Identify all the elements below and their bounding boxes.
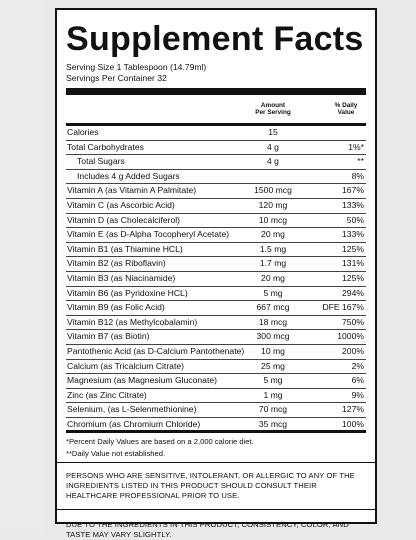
amount-header-line2: Per Serving [255,109,291,116]
nutrient-row [66,199,366,214]
nutrient-amount: 300 mcg [256,331,290,342]
nutrient-amount: 1500 mcg [254,185,292,196]
nutrient-amount: 10 mg [261,345,285,356]
supplement-facts-label [55,8,377,539]
nutrient-daily-value: 6% [351,375,364,386]
nutrient-row [66,389,366,404]
nutrient-name: Magnesium (as Magnesium Gluconate) [67,375,217,386]
nutrient-name: Vitamin C (as Ascorbic Acid) [67,199,175,210]
nutrient-name: Vitamin B7 (as Biotin) [67,331,150,342]
thick-divider [66,88,366,95]
nutrient-amount: 25 mg [261,360,285,371]
nutrient-daily-value: 133% [342,199,364,210]
nutrient-row [66,403,366,418]
nutrient-name: Vitamin B12 (as Methylcobalamin) [67,316,198,327]
nutrient-row [66,345,366,360]
nutrient-amount: 1 mg [263,389,283,400]
nutrient-name: Includes 4 g Added Sugars [77,170,180,181]
nutrient-row [66,374,366,389]
nutrient-name: Vitamin E (as D-Alpha Tocopheryl Acetate) [67,229,230,240]
nutrient-row [66,228,366,243]
nutrient-name: Vitamin B9 (as Folic Acid) [67,302,165,313]
nutrient-amount: 5 mg [263,287,283,298]
nutrient-daily-value: 1000% [337,331,364,342]
left-edge-strip [0,0,44,532]
nutrient-daily-value: 125% [342,272,364,283]
nutrient-row [66,360,366,375]
footnote-not-established: **Daily Value not established. [66,448,166,458]
nutrient-name: Calcium (as Tricalcium Citrate) [67,360,184,371]
nutrient-name: Pantothenic Acid (as D-Calcium Pantothenate) [67,345,245,356]
nutrient-table [66,126,366,433]
nutrient-amount: 20 mg [261,229,285,240]
nutrient-row [66,170,366,185]
nutrient-daily-value: 50% [346,214,364,225]
nutrient-amount: 10 mcg [258,214,288,225]
nutrient-amount: 35 mcg [258,418,288,429]
nutrient-amount: 5 mg [263,375,283,386]
nutrient-name: Vitamin B3 (as Niacinamide) [67,272,176,283]
nutrient-amount: 120 mg [258,199,288,210]
nutrient-name: Vitamin B2 (as Riboflavin) [67,258,166,269]
nutrient-amount: 667 mcg [256,302,290,313]
nutrient-amount: 4 g [267,141,279,152]
nutrient-amount: 1.7 mg [259,258,287,269]
nutrient-row [66,301,366,316]
nutrient-daily-value: 125% [342,243,364,254]
nutrient-daily-value: 9% [351,389,364,400]
nutrient-daily-value: 750% [342,316,364,327]
nutrient-daily-value: 100% [342,418,364,429]
nutrient-name: Zinc (as Zinc Citrate) [67,389,147,400]
nutrient-amount: 15 [268,127,278,137]
nutrient-daily-value: DFE 167% [322,302,364,313]
nutrient-row [66,243,366,258]
nutrient-daily-value: 200% [342,345,364,356]
daily-value-header-line2: Value [337,109,355,116]
nutrient-name: Vitamin D (as Cholecalciferol) [67,214,181,225]
nutrient-amount: 18 mcg [258,316,288,327]
daily-value-header [326,102,366,116]
nutrient-amount: 20 mg [261,272,285,283]
footnote-divider [57,462,375,463]
nutrient-row [66,214,366,229]
nutrient-row [66,287,366,302]
amount-header-line1: Amount [260,102,286,109]
nutrient-row [66,418,366,434]
nutrient-daily-value: 8% [351,170,364,181]
footnote-daily-values: *Percent Daily Values are based on a 2,000 calorie diet. [66,437,254,447]
nutrient-name: Total Sugars [77,156,125,167]
nutrient-name: Selenium, (as L-Selenmethionine) [67,404,197,415]
nutrient-daily-value: 2% [351,360,364,371]
nutrient-row [66,184,366,199]
nutrient-row [66,257,366,272]
nutrient-amount: 70 mcg [258,404,288,415]
servings-per-container: Servings Per Container 32 [66,73,167,83]
nutrient-row [66,316,366,331]
daily-value-header-line1: % Daily [334,102,358,109]
nutrient-name: Vitamin A (as Vitamin A Palmitate) [67,185,197,196]
nutrient-row [66,330,366,345]
nutrient-daily-value: 1%* [348,141,364,152]
nutrient-name: Total Carbohydrates [67,141,144,152]
nutrient-name: Chromium (as Chromium Chloride) [67,418,201,429]
nutrient-daily-value: ** [357,156,364,167]
nutrient-daily-value: 131% [342,258,364,269]
label-title: Supplement Facts [66,20,364,58]
nutrient-row [66,126,366,141]
allergy-warning: PERSONS WHO ARE SENSITIVE, INTOLERANT, OR ALLERGIC TO ANY OF THE INGREDIENTS LISTED IN THIS PRODUCT SHOULD CONSULT THEIR HEALTHCARE PROFESSIONAL PRIOR TO USE. [66,470,355,500]
nutrient-daily-value: 133% [342,229,364,240]
serving-size: Serving Size 1 Tablespoon (14.79ml) [66,62,207,72]
nutrient-amount: 1.5 mg [259,243,287,254]
nutrient-name: Vitamin B6 (as Pyridoxine HCL) [67,287,188,298]
nutrient-daily-value: 167% [342,185,364,196]
nutrient-amount: 4 g [267,156,279,167]
nutrient-daily-value: 127% [342,404,364,415]
nutrient-daily-value: 294% [342,287,364,298]
nutrient-row [66,141,366,156]
variation-note: DUE TO THE INGREDIENTS IN THIS PRODUCT, CONSISTENCY, COLOR, AND TASTE MAY VARY SLIGHTLY. [66,519,349,539]
column-header-row [66,97,366,123]
amount-header [238,102,308,116]
nutrient-row [66,155,366,170]
nutrient-name: Calories [67,127,99,137]
nutrient-name: Vitamin B1 (as Thiamine HCL) [67,243,183,254]
warning-divider [57,509,375,510]
nutrient-row [66,272,366,287]
